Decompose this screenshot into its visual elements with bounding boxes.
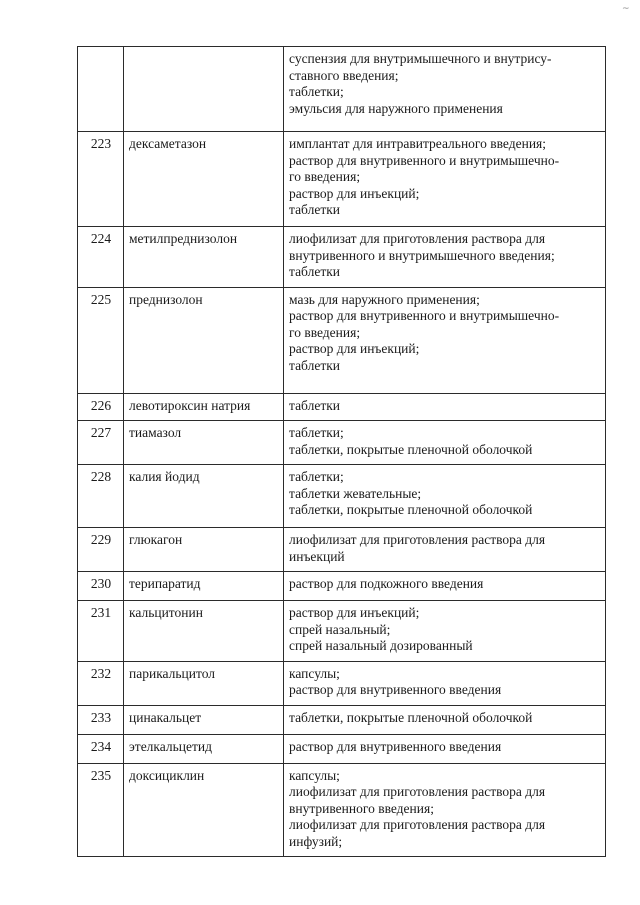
- dosage-form-line: внутривенного и внутримышечного введения;: [289, 247, 555, 263]
- dosage-form-line: таблетки: [289, 202, 341, 217]
- dosage-form-line: го введения;: [289, 324, 361, 340]
- dosage-form-line: раствор для инъекций;: [289, 341, 420, 356]
- dosage-forms: [284, 734, 606, 763]
- dosage-form-line: ставного введения;: [289, 67, 399, 83]
- row-number: 227: [78, 421, 124, 465]
- dosage-form-line: таблетки: [289, 264, 341, 279]
- dosage-form-line: таблетки;: [289, 425, 344, 440]
- row-number: 228: [78, 465, 124, 528]
- dosage-form-line: инъекций: [289, 548, 345, 564]
- drug-name: этелкальцетид: [124, 734, 284, 763]
- row-number: [78, 47, 124, 132]
- table-row: [78, 601, 606, 662]
- dosage-form-line: таблетки, покрытые пленочной оболочкой: [289, 709, 533, 725]
- table-row: [78, 47, 606, 132]
- dosage-form-line: раствор для внутривенного и внутримышечно-: [289, 308, 560, 323]
- dosage-form-line: спрей назальный;: [289, 621, 391, 637]
- drug-name: парикальцитол: [124, 661, 284, 705]
- dosage-form-line: спрей назальный дозированный: [289, 638, 473, 653]
- row-number: 224: [78, 227, 124, 288]
- dosage-forms: [284, 393, 606, 421]
- row-number: 233: [78, 705, 124, 734]
- dosage-form-line: таблетки: [289, 397, 341, 413]
- drug-name: глюкагон: [124, 528, 284, 572]
- drug-name: преднизолон: [124, 287, 284, 393]
- row-number: 231: [78, 601, 124, 662]
- drug-name: цинакальцет: [124, 705, 284, 734]
- row-number: 225: [78, 287, 124, 393]
- table-row: [78, 465, 606, 528]
- dosage-form-line: внутривенного введения;: [289, 800, 434, 816]
- row-number: 235: [78, 763, 124, 857]
- dosage-form-line: мазь для наружного применения;: [289, 291, 480, 307]
- row-number: 232: [78, 661, 124, 705]
- drug-name: калия йодид: [124, 465, 284, 528]
- table-row: [78, 227, 606, 288]
- row-number: 230: [78, 572, 124, 601]
- dosage-form-line: лиофилизат для приготовления раствора для: [289, 231, 546, 246]
- dosage-forms: [284, 601, 606, 662]
- row-number: 229: [78, 528, 124, 572]
- drug-name: кальцитонин: [124, 601, 284, 662]
- table-row: [78, 528, 606, 572]
- dosage-forms: [284, 47, 606, 132]
- table-row: [78, 734, 606, 763]
- dosage-form-line: таблетки, покрытые пленочной оболочкой: [289, 441, 533, 457]
- dosage-form-line: лиофилизат для приготовления раствора для: [289, 817, 546, 832]
- dosage-form-line: таблетки жевательные;: [289, 485, 422, 501]
- row-number: 223: [78, 132, 124, 227]
- dosage-form-line: раствор для инъекций;: [289, 185, 420, 201]
- dosage-form-line: раствор для внутривенного введения: [289, 682, 502, 697]
- dosage-forms: [284, 763, 606, 857]
- dosage-form-line: лиофилизат для приготовления раствора для: [289, 784, 546, 799]
- table-row: [78, 661, 606, 705]
- dosage-form-line: капсулы;: [289, 665, 340, 681]
- drug-name: доксициклин: [124, 763, 284, 857]
- dosage-forms: [284, 528, 606, 572]
- drug-name: тиамазол: [124, 421, 284, 465]
- dosage-form-line: го введения;: [289, 169, 361, 184]
- dosage-form-line: раствор для внутривенного введения: [289, 738, 502, 754]
- medication-table: [77, 46, 606, 857]
- row-number: 226: [78, 393, 124, 421]
- table-row: [78, 572, 606, 601]
- dosage-form-line: эмульсия для наружного применения: [289, 100, 503, 116]
- corner-mark: ~: [622, 4, 630, 14]
- dosage-form-line: капсулы;: [289, 767, 340, 783]
- dosage-form-line: таблетки;: [289, 84, 344, 99]
- table-row: [78, 132, 606, 227]
- row-number: 234: [78, 734, 124, 763]
- dosage-forms: [284, 421, 606, 465]
- drug-name: дексаметазон: [124, 132, 284, 227]
- table-row: [78, 287, 606, 393]
- drug-name: [124, 47, 284, 132]
- dosage-forms: [284, 227, 606, 288]
- dosage-form-line: раствор для подкожного введения: [289, 576, 484, 591]
- dosage-form-line: лиофилизат для приготовления раствора для: [289, 532, 546, 547]
- dosage-forms: [284, 661, 606, 705]
- drug-name: левотироксин натрия: [124, 393, 284, 421]
- dosage-form-line: имплантат для интравитреального введения;: [289, 136, 547, 151]
- dosage-form-line: таблетки, покрытые пленочной оболочкой: [289, 502, 533, 517]
- drug-name: метилпреднизолон: [124, 227, 284, 288]
- dosage-form-line: раствор для инъекций;: [289, 605, 420, 620]
- dosage-form-line: таблетки;: [289, 469, 344, 484]
- dosage-form-line: суспензия для внутримышечного и внутрису-: [289, 51, 552, 66]
- dosage-forms: [284, 132, 606, 227]
- table-row: [78, 763, 606, 857]
- dosage-form-line: инфузий;: [289, 833, 343, 849]
- dosage-form-line: раствор для внутривенного и внутримышечно-: [289, 152, 560, 168]
- dosage-form-line: таблетки: [289, 357, 341, 373]
- table-row: [78, 421, 606, 465]
- dosage-forms: [284, 572, 606, 601]
- table-row: [78, 705, 606, 734]
- table-row: [78, 393, 606, 421]
- dosage-forms: [284, 465, 606, 528]
- drug-name: терипаратид: [124, 572, 284, 601]
- dosage-forms: [284, 287, 606, 393]
- dosage-forms: [284, 705, 606, 734]
